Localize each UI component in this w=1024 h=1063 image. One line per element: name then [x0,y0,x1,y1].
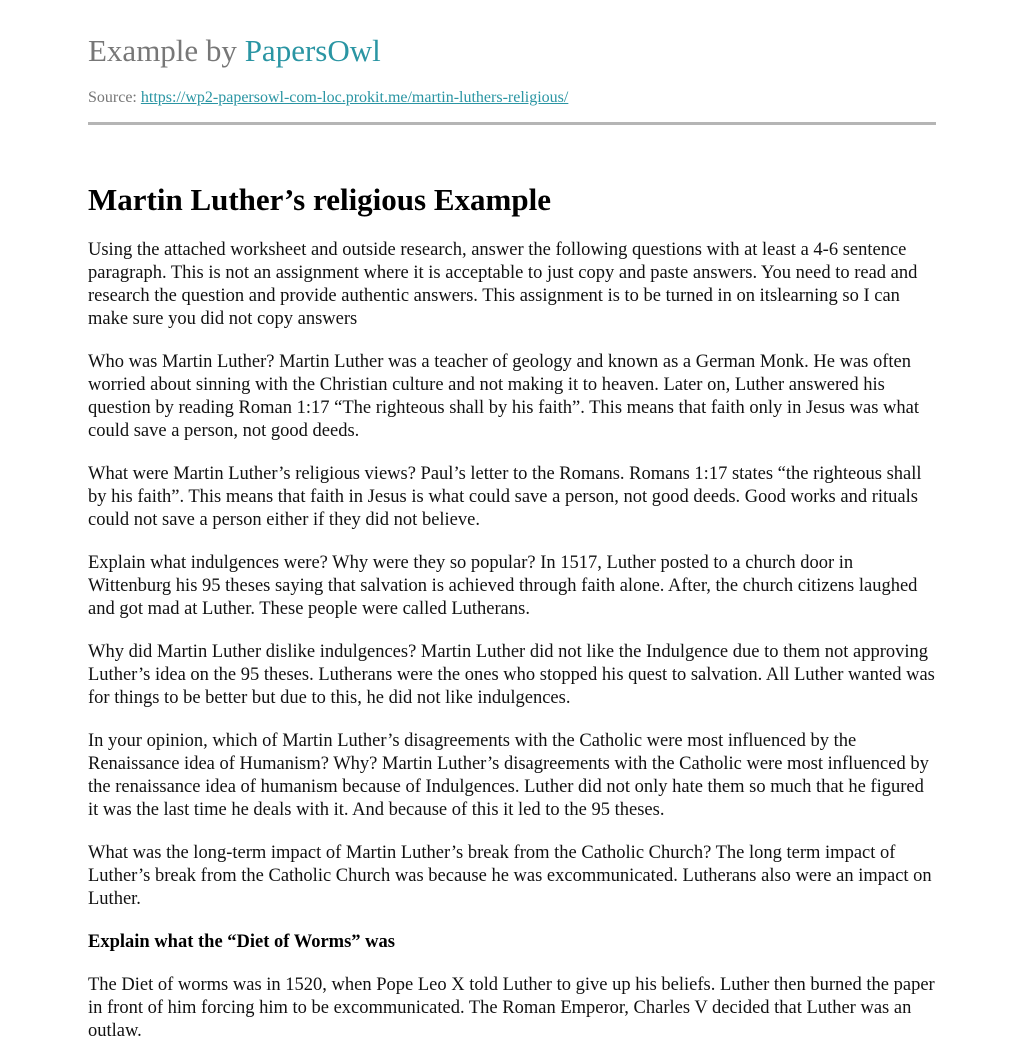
paragraph-indulgences: Explain what indulgences were? Why were they so popular? In 1517, Luther posted to a church door in Wittenburg his 95 theses saying that salvation is achieved through faith alone. After, the church citizens laughed and got mad at Luther. These people were called Lutherans. [88,553,918,619]
brand-prefix: Example by [88,33,245,68]
paragraph-humanism: In your opinion, which of Martin Luther’s disagreements with the Catholic were most influenced by the Renaissance idea of Humanism? Why? Martin Luther’s disagreements with the Catholic were most influenced by the renaissance idea of humanism because of Indulgences. Luther did not only hate them so much that he figured it was the last time he deals with it. And because of this it led to the 95 theses. [88,731,929,820]
paragraph-who-was-luther: Who was Martin Luther? Martin Luther was a teacher of geology and known as a German Monk. He was often worried about sinning with the Christian culture and not making it to heaven. Later on, Luther answered his question by reading Roman 1:17 “The righteous shall by his faith”. This means that faith only in Jesus was what could save a person, not good deeds. [88,352,919,441]
header-divider [88,122,936,125]
paragraph-instructions: Using the attached worksheet and outside research, answer the following questions with at least a 4-6 sentence paragraph. This is not an assignment where it is acceptable to just copy and paste answers. You need to read and research the question and provide authentic answers. This assignment is to be turned in on itslearning so I can make sure you did not copy answers [88,240,918,329]
article-body [88,239,936,1063]
source-label: Source: [88,89,141,106]
paragraph-diet-of-worms: The Diet of worms was in 1520, when Pope Leo X told Luther to give up his beliefs. Luther then burned the paper in front of him forcing him to be excommunicated. The Roman Emperor, Charles V decided that Luther was an outlaw. [88,975,935,1041]
article-title: Martin Luther’s religious Example [88,182,551,217]
brand-name: PapersOwl [244,33,381,68]
paragraph-long-term-impact: What was the long-term impact of Martin Luther’s break from the Catholic Church? The long term impact of Luther’s break from the Catholic Church was because he was excommunicated. Lutherans also were an impact on Luther. [88,843,932,909]
source-line [88,88,568,108]
subheading-diet-of-worms: Explain what the “Diet of Worms” was [88,932,395,952]
paragraph-dislike-indulgences: Why did Martin Luther dislike indulgences? Martin Luther did not like the Indulgence due to them not approving Luther’s idea on the 95 theses. Lutherans were the ones who stopped his quest to salvation. All Luther wanted was for things to be better but due to this, he did not like indulgences. [88,642,935,708]
source-link[interactable]: https://wp2-papersowl-com-loc.prokit.me/martin-luthers-religious/ [140,89,569,106]
site-brand [88,32,381,70]
paragraph-religious-views: What were Martin Luther’s religious views? Paul’s letter to the Romans. Romans 1:17 states “the righteous shall by his faith”. This means that faith in Jesus is what could save a person, not good deeds. Good works and rituals could not save a person either if they did not believe. [88,464,922,530]
